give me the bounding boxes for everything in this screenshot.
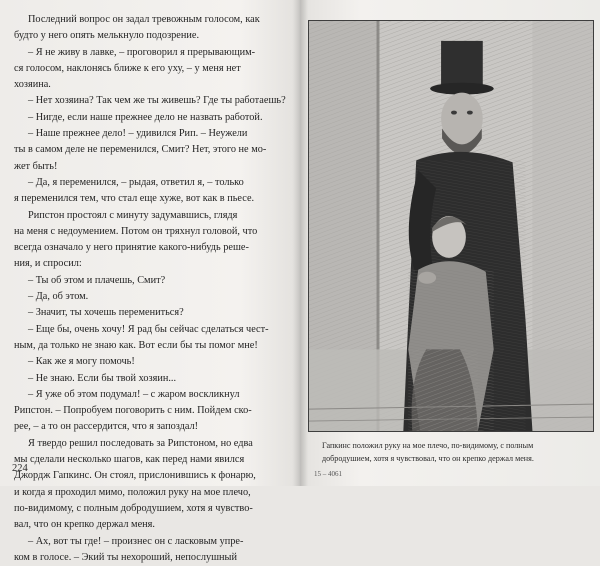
text-line: – Ты об этом и плачешь, Смит? [28,274,166,286]
text-line: жет быть! [14,160,58,172]
text-line: – Я уже об этом подумал! – с жаром воскликнул [28,388,240,400]
text-line: ком в голосе. – Экий ты нехороший, непослушный [14,551,237,563]
text-line: ся голосом, наклонясь ближе к его уху, – у меня нет [14,62,241,74]
caption-line: Гапкинс положил руку на мое плечо, по-видимому, с полным [322,441,534,450]
text-line: хозяина. [14,79,51,91]
text-line: Я твердо решил последовать за Рипстоном, но едва [28,437,253,449]
text-line: я переменился тем, что стал еще хуже, вот как в пьесе. [14,193,255,205]
text-line: – Еще бы, очень хочу! Я рад бы сейчас сделаться чест- [28,323,269,335]
text-line: ным, да только не знаю как. Вот если бы ты помог мне! [14,339,258,351]
text-line: Рипстон простоял с минуту задумавшись, глядя [28,209,238,221]
left-page [0,0,300,563]
body-text [14,12,292,566]
text-line: – Нет хозяина? Так чем же ты живешь? Где ты работаешь? [28,95,286,107]
illustration-caption [322,440,592,465]
text-line: на меня с недоумением. Потом он тряхнул головой, что [14,225,258,237]
text-line: – Не знаю. Если бы твой хозяин... [28,372,177,384]
text-line: Последний вопрос он задал тревожным голосом, как [28,14,260,25]
printer-signature: 15 – 4061 [314,470,342,478]
text-line: всегда означало у него принятие какого-нибудь реше- [14,242,249,254]
illustration [308,20,594,432]
text-line: Джордж Гапкинс. Он стоял, прислонившись к фонарю, [14,470,256,482]
text-line: – Я не живу в лавке, – проговорил я прерывающим- [28,46,256,58]
text-line: вал, что он крепко держал меня. [14,519,155,531]
text-line: ты в самом деле не переменился, Смит? Нет, этого не мо- [14,144,267,156]
text-line: и когда я проходил мимо, положил руку на мое плечо, [14,486,251,498]
text-line: Рипстон. – Попробуем поговорить с ним. Пойдем ско- [14,405,252,417]
text-line: по-видимому, с полным добродушием, хотя я чувство- [14,502,253,514]
illustration-drawing [309,21,593,431]
text-line: – Нигде, если наше прежнее дело не назвать работой. [28,111,263,123]
right-page [300,0,600,486]
page-number: 224 [12,463,28,474]
text-line: рее, – а то он рассердится, что я запоздал! [14,421,199,433]
text-line: – Как же я могу помочь! [28,356,135,368]
text-line: – Ах, вот ты где! – произнес он с ласковым упре- [28,535,244,547]
text-line: – Значит, ты хочешь перемениться? [28,307,184,319]
text-line: будто у него опять мелькнуло подозрение. [14,30,200,42]
text-line: – Да, я переменился, – рыдая, ответил я, – только [28,176,244,188]
text-line: ния, и спросил: [14,258,82,270]
caption-line: добродушием, хотя я чувствовал, что он крепко держал меня. [322,453,534,463]
text-line: – Наше прежнее дело! – удивился Рип. – Неужели [28,128,248,140]
text-line: – Да, об этом. [28,291,89,303]
text-line: мы сделали несколько шагов, как перед нами явился [14,454,245,466]
